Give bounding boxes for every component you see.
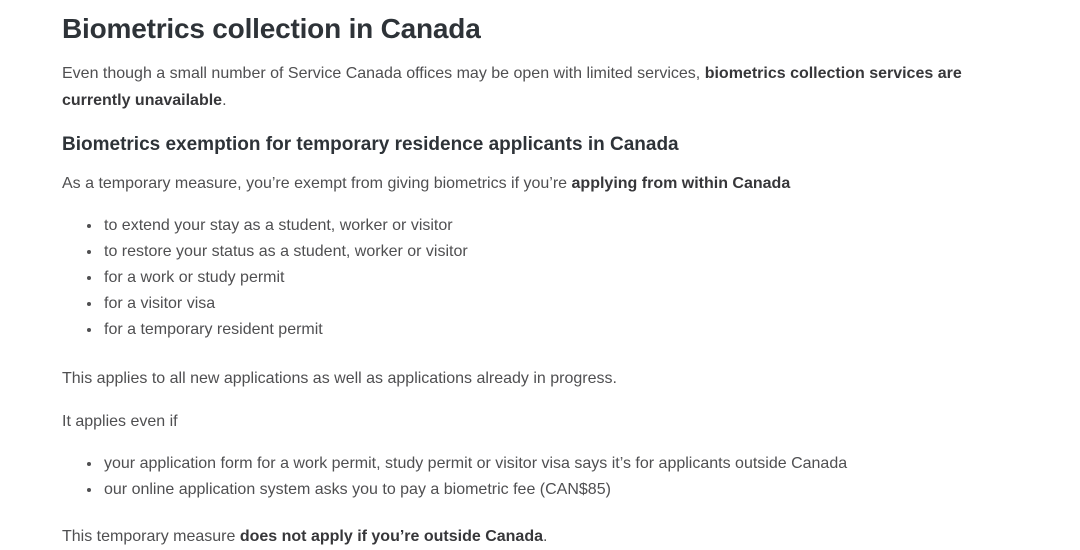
list-item: • our online application system asks you to pay a biometric fee (CAN$85): [102, 477, 977, 503]
outside-note-paragraph: This temporary measure does not apply if you’re outside Canada.: [62, 527, 548, 545]
even-if-paragraph: It applies even if: [62, 412, 178, 430]
exemption-lead-paragraph: As a temporary measure, you’re exempt from giving biometrics if you’re applying from within Canada: [62, 174, 791, 192]
list-item: • to extend your stay as a student, worker or visitor: [102, 213, 977, 239]
page-title: Biometrics collection in Canada: [62, 13, 481, 44]
list-item: • your application form for a work permit, study permit or visitor visa says it’s for applicants outside Canada: [102, 451, 977, 477]
list-item: • to restore your status as a student, worker or visitor: [102, 239, 977, 265]
list-item: • for a work or study permit: [102, 265, 977, 291]
exemption-list: [62, 213, 977, 343]
intro-paragraph: Even though a small number of Service Canada offices may be open with limited services, biometrics collection services are currently unavailable.: [62, 65, 962, 110]
applies-paragraph: This applies to all new applications as well as applications already in progress.: [62, 369, 617, 387]
list-item: • for a temporary resident permit: [102, 317, 977, 343]
even-if-list: [62, 451, 977, 503]
list-item: • for a visitor visa: [102, 291, 977, 317]
section-heading: Biometrics exemption for temporary residence applicants in Canada: [62, 134, 679, 156]
